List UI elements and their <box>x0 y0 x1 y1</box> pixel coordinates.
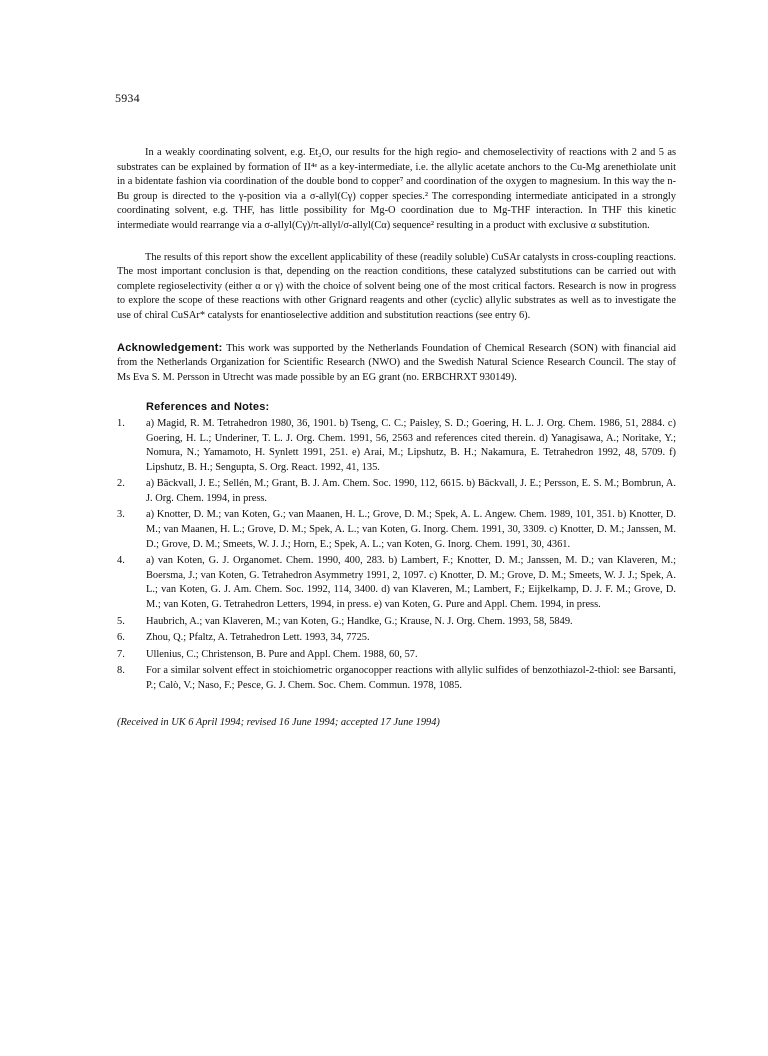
acknowledgement-heading: Acknowledgement: <box>117 341 223 354</box>
reference-number: 4. <box>117 555 125 567</box>
article-body <box>117 146 676 730</box>
reference-text: a) van Koten, G. J. Organomet. Chem. 1990, 400, 283. b) Lambert, F.; Knotter, D. M.; Janssen, M. D.; van Klaveren, M.; Boersma, J.; van Koten, G. Tetrahedron Asymmetry 1991, 2, 1097. c) Knotter, D. M.; Grove, D. M.; Smeets, W. J. J.; Spek, A. L.; van Koten, G. J. Am. Chem. Soc. 1992, 114, 3400. d) van Klaveren, M.; Lambert, F.; Eijkelkamp, D. J. F. M.; Grove, D. M.; van Koten, G. Tetrahedron Letters, 1994, in press. e) van Koten, G. Pure and Appl. Chem. 1994, in press. <box>146 555 676 611</box>
acknowledgement-text: This work was supported by the Netherlands Foundation of Chemical Research (SON) with financial aid from the Netherlands Organization for Scientific Research (NWO) and the Swedish Natural Science Research Council. The stay of Ms Eva S. M. Persson in Utrecht was made possible by an EG grant (no. ERBCHRXT 930149). <box>117 342 676 383</box>
body-paragraph-2: The results of this report show the excellent applicability of these (readily soluble) CuSAr catalysts in cross-coupling reactions. The most important conclusion is that, depending on the reaction conditions, these catalyzed substitutions can be carried out with complete regioselectivity (either α or γ) with the choice of solvent being one of the most critical factors. Research is now in progress to explore the scope of these reactions with other Grignard reagents and other (cyclic) allylic substrates as well as to investigate the use of chiral CuSAr* catalysts for enantioselective addition and substitution reactions (see entry 6). <box>117 251 676 321</box>
references-title: References and Notes: <box>146 401 270 414</box>
reference-text: a) Bäckvall, J. E.; Sellén, M.; Grant, B. J. Am. Chem. Soc. 1990, 112, 6615. b) Bäckvall, J. E.; Persson, E. S. M.; Bombrun, A. J. Org. Chem. 1994, in press. <box>146 478 676 504</box>
reference-text: Ullenius, C.; Christenson, B. Pure and Appl. Chem. 1988, 60, 57. <box>146 648 418 660</box>
received-dates: (Received in UK 6 April 1994; revised 16 June 1994; accepted 17 June 1994) <box>117 716 440 728</box>
reference-number: 8. <box>117 665 125 677</box>
body-paragraph-1: In a weakly coordinating solvent, e.g. Et₂O, our results for the high regio- and chemoselectivity of reactions with 2 and 5 as substrates can be explained by formation of II⁴ᵉ as a key-intermediate, i.e. the allylic acetate anchors to the Cu-Mg arenethiolate unit in a bidentate fashion via coordination of the double bond to copper⁷ and coordination of the oxygen to magnesium. In this way the n-Bu group is directed to the γ-position via a σ-allyl(Cγ) copper species.² The corresponding intermediate anticipated in a strongly coordinating solvent, e.g. THF, has little possibility for Mg-O coordination due to Mg-THF interaction. In THF this kinetic intermediate would rearrange via a σ-allyl(Cγ)/π-allyl/σ-allyl(Cα) sequence² resulting in a product with exclusive α substitution. <box>117 147 676 231</box>
reference-text: Zhou, Q.; Pfaltz, A. Tetrahedron Lett. 1993, 34, 7725. <box>146 632 370 644</box>
reference-number: 1. <box>117 417 125 429</box>
reference-text: a) Magid, R. M. Tetrahedron 1980, 36, 1901. b) Tseng, C. C.; Paisley, S. D.; Goering, H. L. J. Org. Chem. 1986, 51, 2884. c) Goering, H. L.; Underiner, T. L. J. Org. Chem. 1991, 56, 2563 and references cited therein. d) Yanagisawa, A.; Noritake, Y.; Nomura, N.; Yamamoto, H. Synlett 1991, 251. e) Arai, M.; Lipshutz, B. H.; Nakamura, E. Tetrahedron 1992, 48, 5709. f) Lipshutz, B. H.; Sengupta, S. Org. React. 1992, 41, 135. <box>146 417 676 473</box>
reference-item <box>117 554 676 612</box>
references-list <box>117 417 676 694</box>
reference-number: 5. <box>117 615 125 627</box>
reference-number: 3. <box>117 509 125 521</box>
reference-number: 7. <box>117 648 125 660</box>
reference-number: 6. <box>117 632 125 644</box>
page-number: 5934 <box>115 91 140 105</box>
reference-item <box>117 477 676 506</box>
reference-number: 2. <box>117 478 125 490</box>
reference-item <box>117 508 676 552</box>
reference-item <box>117 648 676 663</box>
reference-item <box>117 664 676 693</box>
reference-item <box>117 631 676 646</box>
reference-item <box>117 615 676 630</box>
reference-text: a) Knotter, D. M.; van Koten, G.; van Maanen, H. L.; Grove, D. M.; Spek, A. L. Angew. Chem. 1989, 101, 351. b) Knotter, D. M.; van Maanen, H. L.; Grove, D. M.; Spek, A. L.; van Koten, G. Inorg. Chem. 1991, 30, 3309. c) Knotter, D. M.; Janssen, M. D.; Grove, D. M.; Smeets, W. J. J.; Horn, E.; Spek, A. L.; van Koten, G. Inorg. Chem. 1991, 30, 4361. <box>146 509 676 550</box>
reference-text: Haubrich, A.; van Klaveren, M.; van Koten, G.; Handke, G.; Krause, N. J. Org. Chem. 1993, 58, 5849. <box>146 615 573 627</box>
reference-text: For a similar solvent effect in stoichiometric organocopper reactions with allylic sulfides of benzothiazol-2-thiol: see Barsanti, P.; Calò, V.; Naso, F.; Pesce, G. J. Chem. Soc. Chem. Commun. 1978, 1085. <box>146 665 676 691</box>
acknowledgement <box>117 341 676 386</box>
reference-item <box>117 417 676 475</box>
